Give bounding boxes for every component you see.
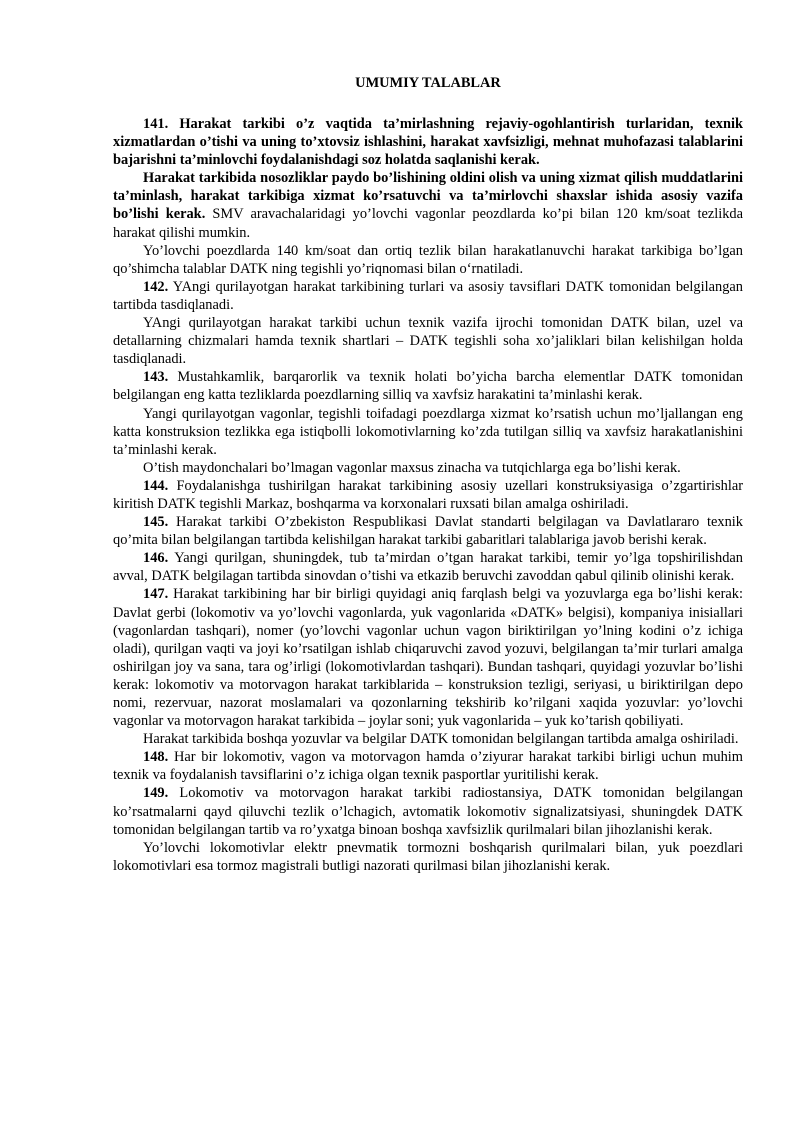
clause-number: 144. <box>143 477 169 494</box>
paragraph-text: Harakat tarkibida boshqa yozuvlar va belgilar DATK tomonidan belgilangan tartibda amalga oshiriladi. <box>143 731 739 748</box>
paragraph-text: Mustahkamlik, barqarorlik va texnik holati bo’yicha barcha elementlar DATK tomonidan belgilangan eng katta tezliklarda poezdlarning silliq va xavfsiz harakatini ta’minlashi kerak. <box>113 369 743 404</box>
paragraph-text: Harakat tarkibining har bir birligi quyidagi aniq farqlash belgi va yozuvlarga ega bo’lishi kerak: Davlat gerbi (lokomotiv va yo’lovchi vagonlarda, yuk vagonlarida «DATK» belgisi), kompaniya inisiallari (vagonlardan tashqari), nomer (yo’lovchi vagonlar uchun vagon biriktirilgan yo’lning kodini o’z ichiga oladi), qurilgan vaqti va joyi ko’rsatilgan ishlab chiqaruvchi zavod yozuvi, belgilangan ta’mir turlari amalga oshirilgan joy va sana, tara og’irligi (lokomotivlardan tashqari). Bundan tashqari, quyidagi yozuvlar bo’lishi kerak: lokomotiv va motorvagon harakat tarkiblarida – konstruksion tezligi, seriyasi, u biriktirilgan depo nomi, rezervuar, nazorat moslamalari va qozonlarning tekshirib ko’rilgani xaqida yozuvlar: yo’lovchi vagonlar va motorvagon harakat tarkibida – joylar soni; yuk vagonlarida – yuk ko’tarish qobiliyati. <box>113 586 743 730</box>
paragraph <box>113 748 743 784</box>
paragraph-text: Lokomotiv va motorvagon harakat tarkibi radiostansiya, DATK tomonidan belgilangan ko’rsatmalarni qayd qiluvchi tezlik o’lchagich, avtomatik lokomotiv signalizatsiyasi, shuningdek DATK tomonidan belgilangan tartib va ro’yxatga binoan boshqa xavfsizlik qurilmalari bilan jihozlanishi kerak. <box>113 785 743 838</box>
paragraph <box>113 585 743 730</box>
bold-text: Harakat tarkibida nosozliklar paydo bo’lishining oldini olish va uning xizmat qilish muddatlarini ta’minlash, harakat tarkibiga xizmat ko’rsatuvchi va ta’mirlovchi shaxslar ishida asosiy vazifa bo’lishi kerak. <box>113 170 743 223</box>
paragraph-text: Yangi qurilgan, shuningdek, tub ta’mirdan o’tgan harakat tarkibi, temir yo’lga topshirilishdan avval, DATK belgilagan tartibda sinovdan o’tishi va etkazib beruvchi zavoddan qabul qilinib olinishi kerak. <box>113 550 743 585</box>
section-title: UMUMIY TALABLAR <box>355 75 501 91</box>
paragraph <box>113 730 743 748</box>
clause-number: 148. <box>143 749 169 766</box>
paragraph <box>113 549 743 585</box>
paragraph <box>113 242 743 278</box>
paragraph <box>113 368 743 404</box>
paragraph <box>113 278 743 314</box>
paragraph-text: Harakat tarkibi O’zbekiston Respublikasi Davlat standarti belgilagan va Davlatlararo texnik qo’mita bilan belgilangan tartibda kelishilgan harakat tarkibi gabaritlari talablariga javob berishi kerak. <box>113 514 743 549</box>
paragraph-text: Yangi qurilayotgan vagonlar, tegishli toifadagi poezdlarga xizmat ko’rsatish uchun mo’ljallangan eng katta konstruksion tezlikka ega istiqbolli lokomotivlarning ko’zda tutilgan silliq va xavfsiz harakatlanishini ta’minlashi kerak. <box>113 405 743 458</box>
clause-number: 149. <box>143 785 169 802</box>
clause-number: 147. <box>143 586 169 603</box>
paragraph-text: YAngi qurilayotgan harakat tarkibining turlari va asosiy tavsiflari DATK tomonidan belgilangan tartibda tasdiqlanadi. <box>113 278 743 313</box>
paragraph-text: O’tish maydonchalari bo’lmagan vagonlar maxsus zinacha va tutqichlarga ega bo’lishi kerak. <box>143 459 681 476</box>
paragraph-text: Yo’lovchi lokomotivlar elektr pnevmatik tormozni boshqarish qurilmalari bilan, yuk poezdlari lokomotivlari esa tormoz magistrali butligi nazorati qurilmasi bilan jihozlanishi kerak. <box>113 839 743 874</box>
clause-number: 146. <box>143 550 169 567</box>
paragraph-text: Yo’lovchi poezdlarda 140 km/soat dan ortiq tezlik bilan harakatlanuvchi harakat tarkibiga bo’lgan qo’shimcha talablar DATK ning tegishli yo’riqnomasi bilan o‘rnatiladi. <box>113 242 743 277</box>
paragraph-text: Foydalanishga tushirilgan harakat tarkibining asosiy uzellari konstruksiyasiga o’zgartirishlar kiritish DATK tegishli Markaz, boshqarma va korxonalari ruxsati bilan amalga oshiriladi. <box>113 477 743 512</box>
paragraph <box>113 459 743 477</box>
clause-number: 143. <box>143 369 169 386</box>
paragraph <box>113 169 743 241</box>
document-page <box>113 74 743 875</box>
paragraph <box>113 314 743 368</box>
paragraph <box>113 784 743 838</box>
paragraph <box>113 115 743 169</box>
paragraph <box>113 477 743 513</box>
paragraph <box>113 839 743 875</box>
clause-number: 142. <box>143 278 169 295</box>
paragraph <box>113 405 743 459</box>
paragraph <box>113 513 743 549</box>
paragraph-text: Har bir lokomotiv, vagon va motorvagon hamda o’ziyurar harakat tarkibi birligi uchun muhim texnik va foydalanish tavsiflarini o’z ichiga olgan texnik pasportlar yuritilishi kerak. <box>113 749 743 784</box>
paragraph-text: SMV aravachalaridagi yo’lovchi vagonlar peozdlarda ko’pi bilan 120 km/soat tezlikda harakat qilishi mumkin. <box>113 206 744 241</box>
bold-text: 141. Harakat tarkibi o’z vaqtida ta’mirlashning rejaviy-ogohlantirish turlaridan, texnik xizmatlardan o’tishi va uning to’xtovsiz ishlashini, harakat xavfsizligi, mehnat muhofazasi talablarini bajarishni ta’minlovchi foydalanishdagi soz holatda saqlanishi kerak. <box>113 116 743 169</box>
document-body <box>113 115 743 875</box>
clause-number: 145. <box>143 514 169 531</box>
paragraph-text: YAngi qurilayotgan harakat tarkibi uchun texnik vazifa ijrochi tomonidan DATK bilan, uzel va detallarning chizmalari hamda texnik shartlari – DATK tegishli soha xo’jaliklari bilan kelishilgan holda tasdiqlanadi. <box>113 315 743 368</box>
